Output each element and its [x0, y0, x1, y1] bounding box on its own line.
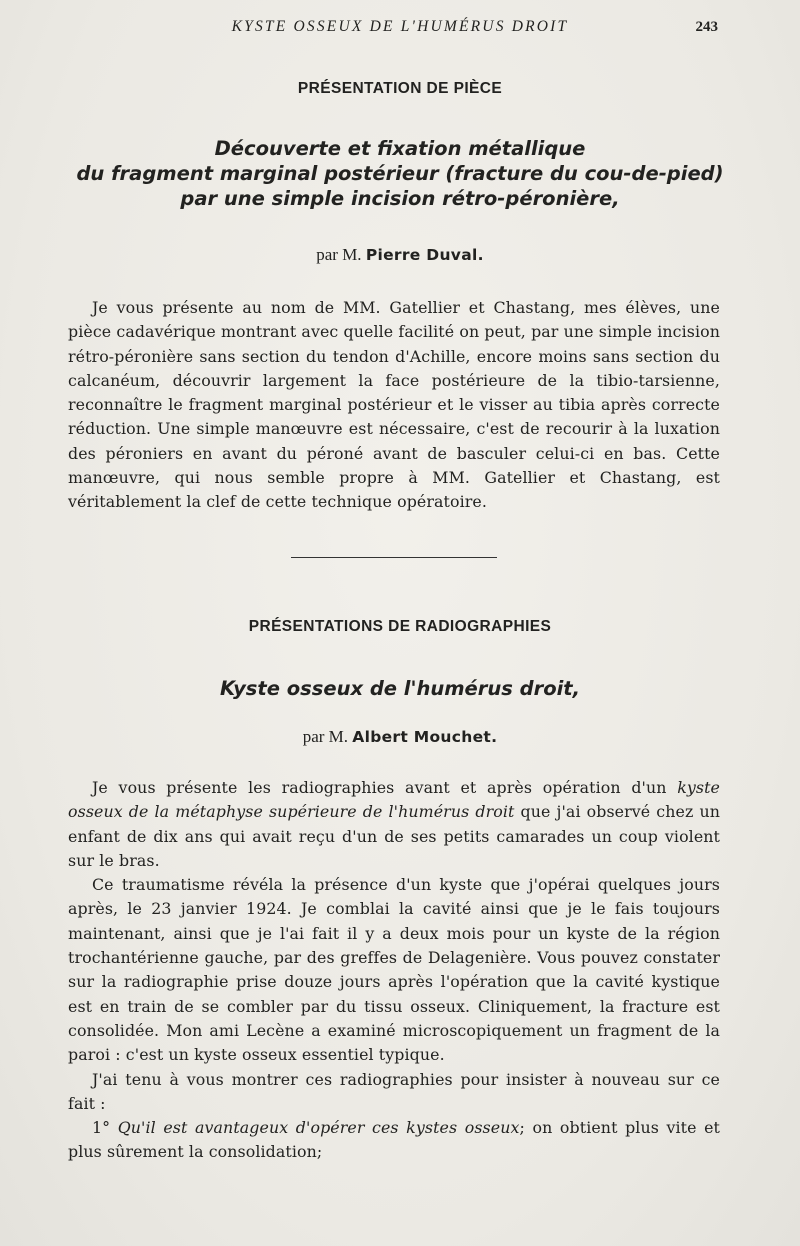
- p1-end: que j'ai observé chez un enfant de dix ans qui avait reçu d'un de ses petits camarades un coup violent sur le bras.: [68, 802, 720, 870]
- p1-start: Je vous présente les radiographies avant et après opération d'un: [92, 778, 678, 797]
- article-title-1: [40, 136, 760, 211]
- section-2-body: [68, 776, 720, 1165]
- p4-italic: Qu'il est avantageux d'opérer ces kystes osseux: [117, 1118, 520, 1138]
- byline-2: [0, 727, 800, 747]
- paragraph: [68, 776, 720, 873]
- article-title-1-line1: Découverte et fixation métallique: [214, 137, 586, 160]
- paragraph: Ce traumatisme révéla la présence d'un kyste que j'opérai quelques jours après, le 23 janvier 1924. Je comblai la cavité ainsi que je le fais toujours maintenant, ainsi que je l'ai fait il y a deux mois pour un kyste de la région trochantérienne gauche, par des greffes de Delagenière. Vous pouvez constater sur la radiographie prise douze jours après l'opération que la cavité kystique est en train de se combler par du tissu osseux. Cliniquement, la fracture est consolidée. Mon ami Lecène a examiné microscopiquement un fragment de la paroi : c'est un kyste osseux essentiel typique.: [68, 875, 720, 1065]
- p4-number: 1°: [92, 1118, 111, 1138]
- byline-2-author: Albert Mouchet.: [352, 728, 498, 746]
- section-heading-piece: PRÉSENTATION DE PIÈCE: [297, 80, 503, 97]
- article-title-1-line2: du fragment marginal postérieur (fracture du cou-de-pied): [76, 162, 724, 185]
- byline-1: [0, 245, 800, 265]
- byline-1-author: Pierre Duval.: [365, 246, 484, 264]
- section-separator: [291, 557, 497, 558]
- section-1-body: [68, 296, 720, 515]
- running-head: [0, 18, 800, 42]
- article-title-2: Kyste osseux de l'humérus droit,: [219, 677, 581, 700]
- paragraph: J'ai tenu à vous montrer ces radiographies pour insister à nouveau sur ce fait :: [68, 1069, 720, 1113]
- byline-1-prefix: par M.: [316, 245, 362, 264]
- page-number: 243: [695, 19, 718, 35]
- p4-rest: ; on obtient plus vite et plus sûrement la consolidation;: [68, 1118, 720, 1162]
- section-heading-radiographies: PRÉSENTATIONS DE RADIOGRAPHIES: [248, 618, 552, 635]
- running-title: KYSTE OSSEUX DE L'HUMÉRUS DROIT: [231, 18, 569, 35]
- article-title-1-line3: par une simple incision rétro-péronière,: [180, 187, 620, 210]
- paragraph: [68, 1116, 720, 1165]
- byline-2-prefix: par M.: [302, 727, 349, 746]
- p1-italic: kyste osseux de la métaphyse supérieure de l'humérus droit: [68, 778, 720, 822]
- paragraph: Je vous présente au nom de MM. Gatellier et Chastang, mes élèves, une pièce cadavérique montrant avec quelle facilité on peut, par une simple incision rétro-péronière sans section du tendon d'Achille, encore moins sans section du calcanéum, découvrir largement la face postérieure de la tibio-tarsienne, reconnaître le fragment marginal postérieur et le visser au tibia après correcte réduction. Une simple manœuvre est nécessaire, c'est de recourir à la luxation des péroniers en avant du péroné avant de basculer celui-ci en bas. Cette manœuvre, qui nous semble propre à MM. Gatellier et Chastang, est véritablement la clef de cette technique opératoire.: [68, 298, 720, 512]
